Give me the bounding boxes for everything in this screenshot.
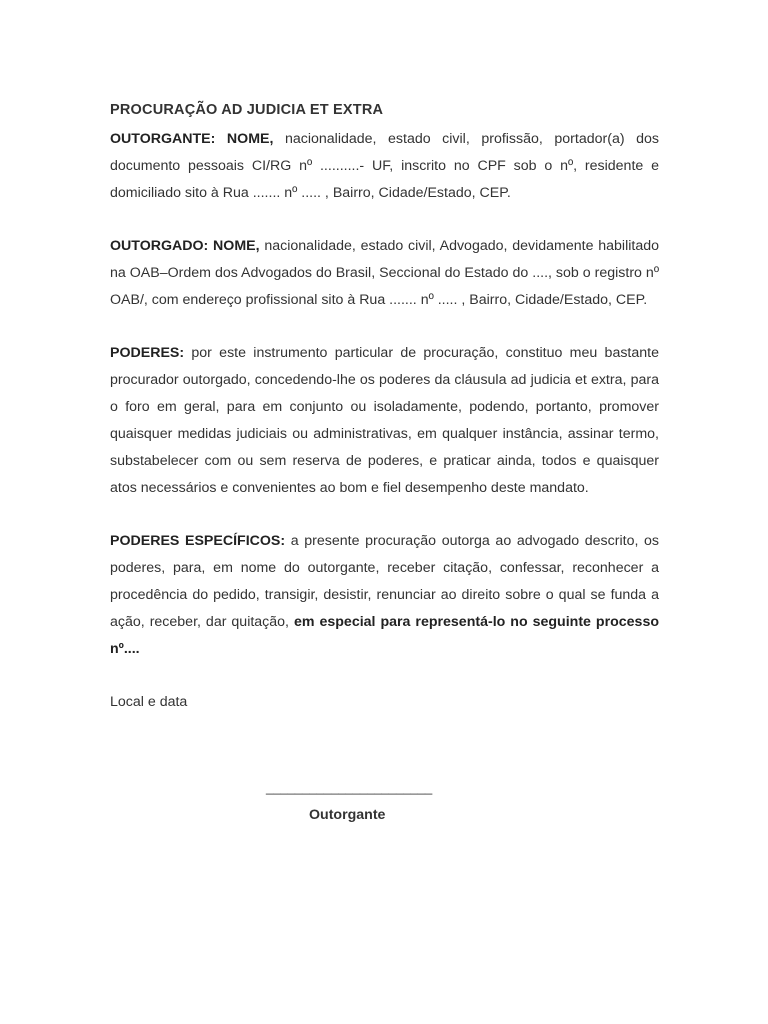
outorgado-label: OUTORGADO: NOME, bbox=[110, 238, 260, 254]
outorgado-text: nacionalidade, estado civil, Advogado, devidamente habilitado na OAB–Ordem dos Advogados do Brasil, Seccional do Estado do ...., sob o registro nº OAB/, com endereço profissional sito à Rua ....... nº ..... , Bairro, Cidade/Estado, CEP. bbox=[110, 238, 659, 308]
outorgante-paragraph bbox=[110, 126, 659, 207]
poderes-label: PODERES: bbox=[110, 345, 185, 361]
local-e-data: Local e data bbox=[110, 694, 188, 710]
document-title: PROCURAÇÃO AD JUDICIA ET EXTRA bbox=[110, 102, 384, 118]
spacer bbox=[110, 663, 659, 689]
poderes-paragraph bbox=[110, 340, 659, 502]
spacer bbox=[110, 207, 659, 233]
outorgado-paragraph bbox=[110, 233, 659, 314]
spacer bbox=[110, 314, 659, 340]
document-body bbox=[110, 100, 659, 716]
outorgante-label: OUTORGANTE: NOME, bbox=[110, 131, 274, 147]
signature-label: Outorgante bbox=[309, 807, 386, 823]
poderes-especificos-bold-tail: em especial para representá-lo no seguinte processo nº.... bbox=[110, 614, 660, 657]
signature-line: _______________________ bbox=[266, 780, 433, 795]
poderes-especificos-label: PODERES ESPECÍFICOS: bbox=[110, 533, 286, 549]
spacer bbox=[110, 502, 659, 528]
poderes-text: por este instrumento particular de procuração, constituo meu bastante procurador outorgado, concedendo-lhe os poderes da cláusula ad judicia et extra, para o foro em geral, para em conjunto ou isoladamente, podendo, portanto, promover quaisquer medidas judiciais ou administrativas, em qualquer instância, assinar termo, substabelecer com ou sem reserva de poderes, e praticar ainda, todos e quaisquer atos necessários e convenientes ao bom e fiel desempenho deste mandato. bbox=[110, 345, 659, 496]
outorgante-text: nacionalidade, estado civil, profissão, portador(a) dos documento pessoais CI/RG nº ..........- UF, inscrito no CPF sob o nº, residente e domiciliado sito à Rua ....... nº ..... , Bairro, Cidade/Estado, CEP. bbox=[110, 131, 659, 201]
poderes-especificos-paragraph bbox=[110, 528, 659, 663]
poderes-especificos-text: a presente procuração outorga ao advogado descrito, os poderes, para, em nome do outorgante, receber citação, confessar, reconhecer a procedência do pedido, transigir, desistir, renunciar ao direito sobre o qual se funda a ação, receber, dar quitação, bbox=[110, 533, 659, 630]
